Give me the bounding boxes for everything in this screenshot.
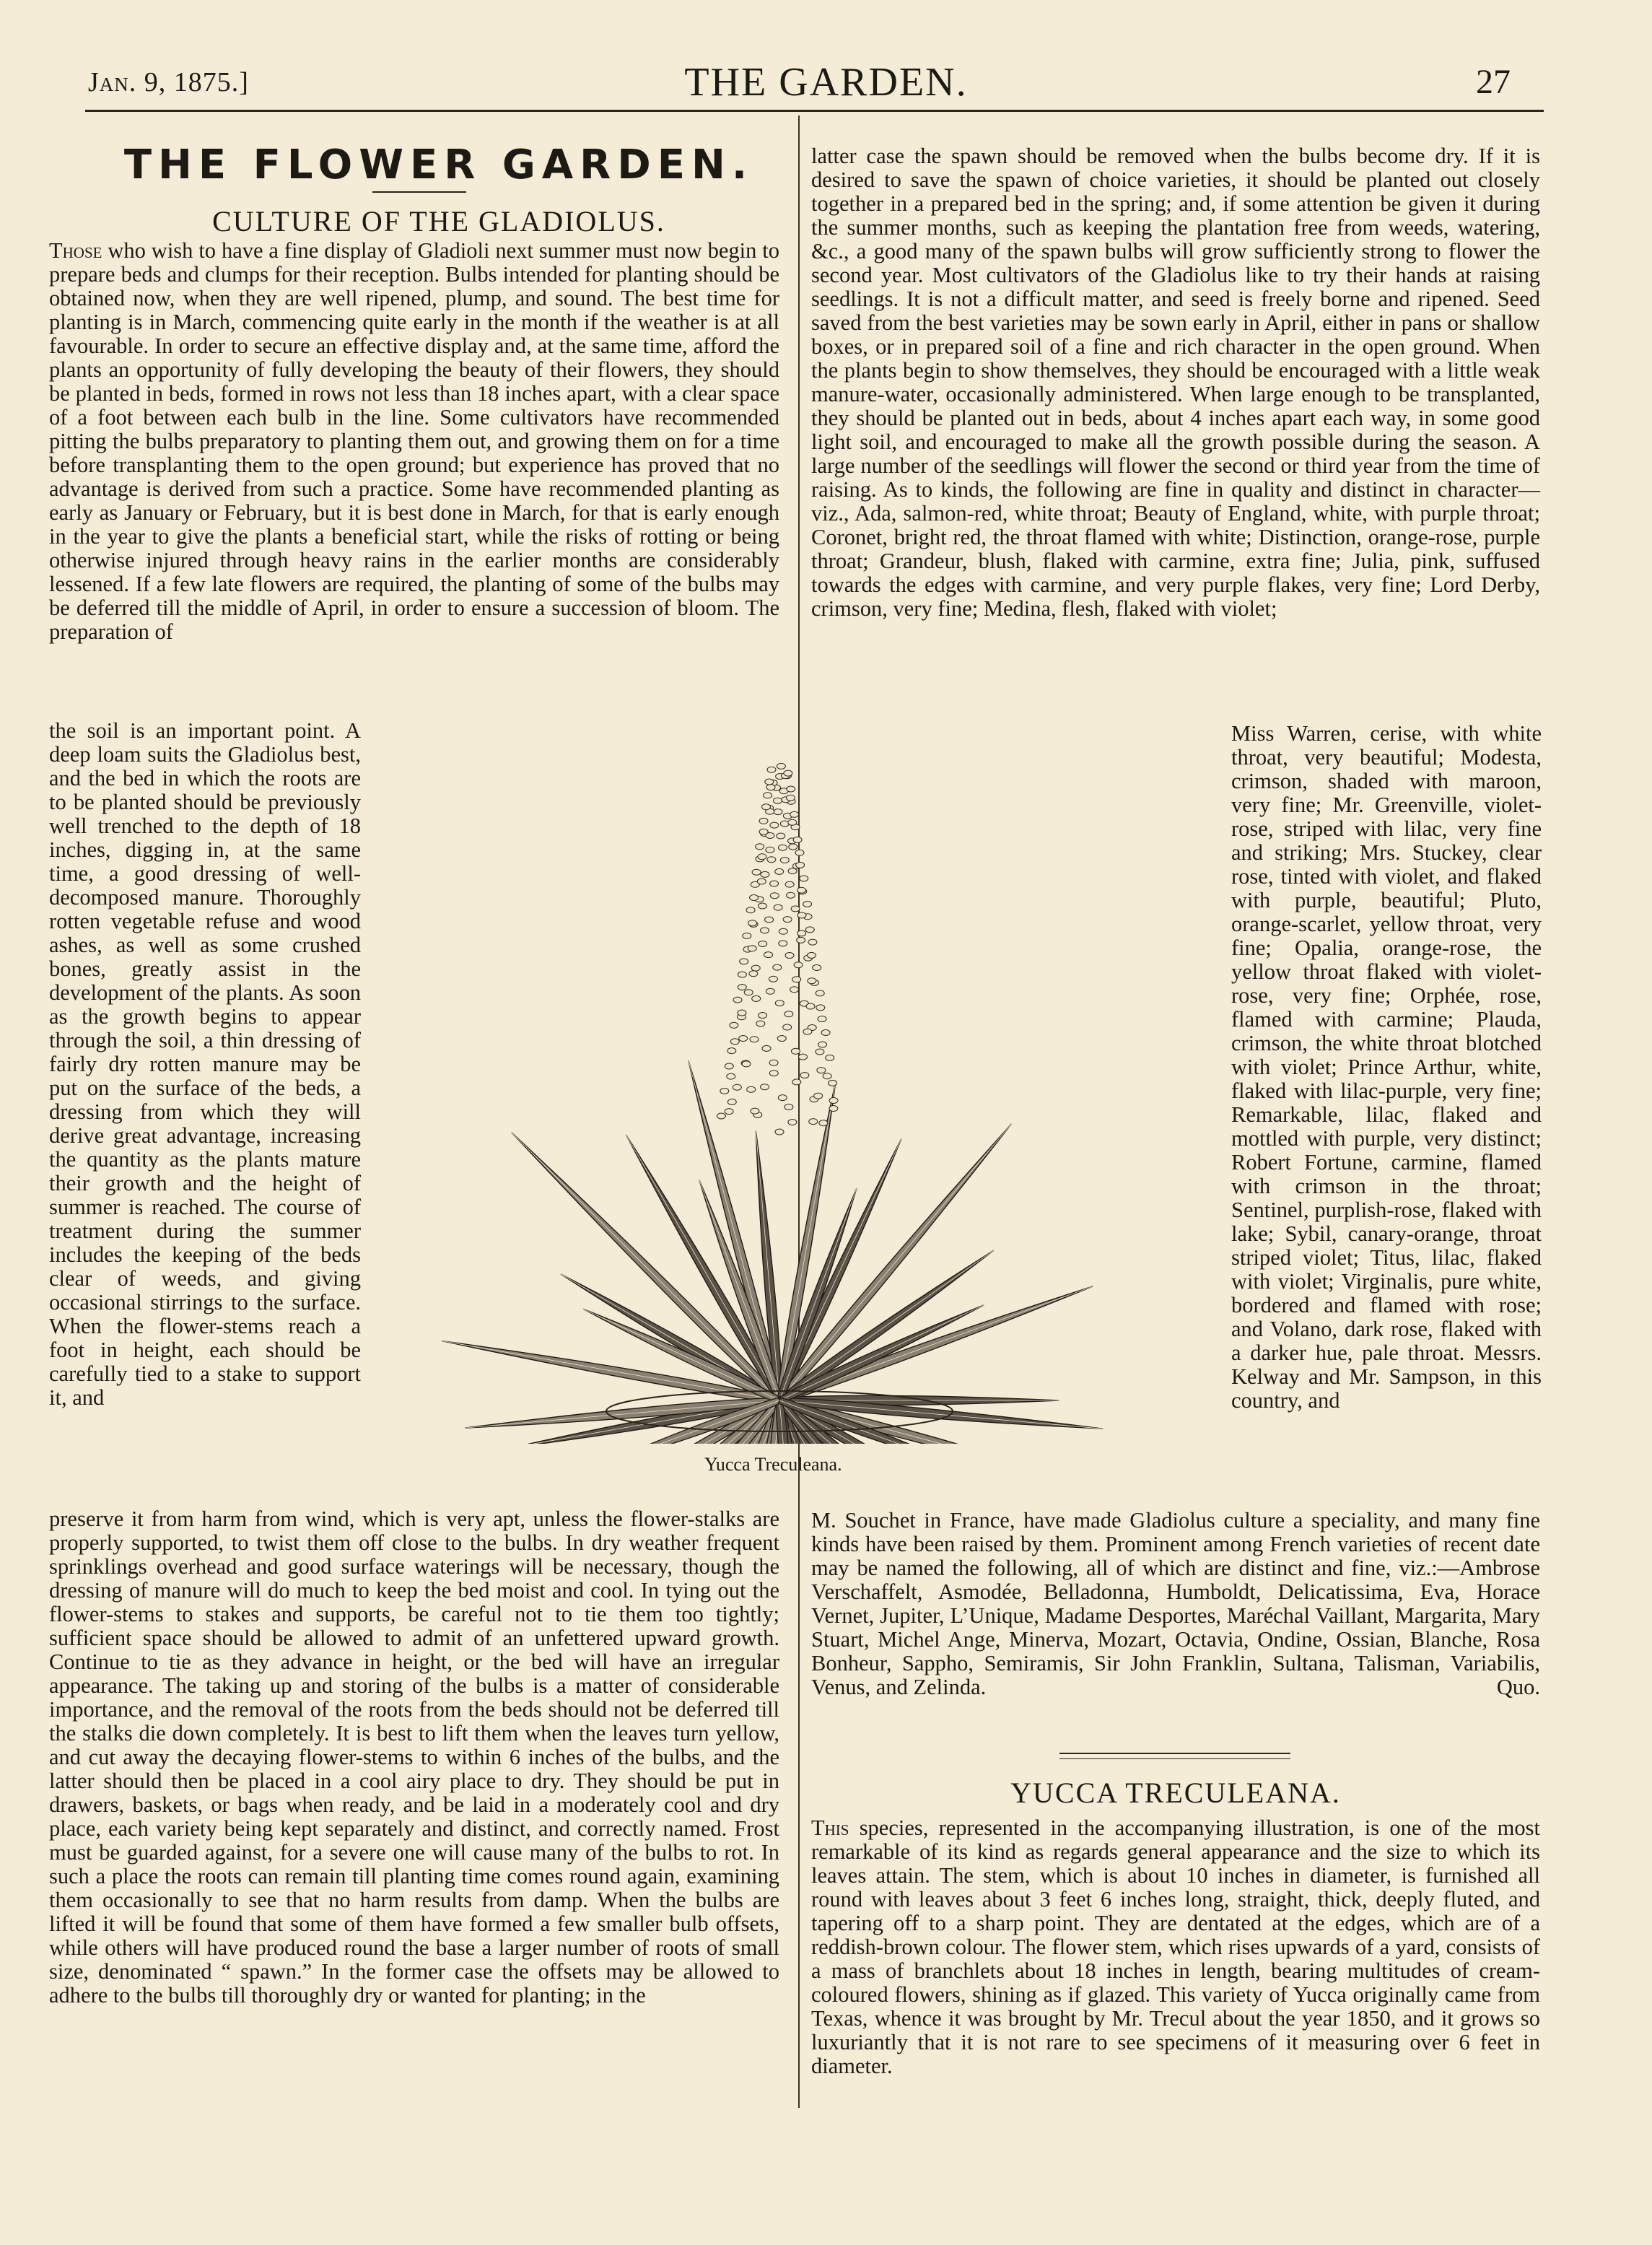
yucca-flower	[758, 903, 766, 909]
yucca-flower	[777, 1036, 786, 1042]
yucca-flower	[765, 917, 774, 923]
yucca-flower	[740, 959, 748, 964]
yucca-leaves	[442, 1060, 1103, 1444]
yucca-flower	[764, 793, 772, 798]
yucca-flower	[727, 1099, 736, 1105]
author-signature: Quo.	[1496, 1675, 1540, 1699]
yucca-flower	[769, 1060, 778, 1065]
article-separator-thin	[1059, 1758, 1290, 1759]
issue-date: Jan. 9, 1875.]	[88, 67, 249, 97]
yucca-flower	[761, 1084, 769, 1090]
yucca-flower	[819, 1120, 828, 1126]
yucca-flower	[759, 941, 767, 947]
header-rule	[85, 110, 1544, 112]
yucca-flower	[742, 1061, 751, 1067]
paragraph-text: the soil is an important point. A deep loam suits the Gladiolus best, and the bed in which the roots are to be planted should be previously well trenched to the depth of 18 inches, digging in, at the same time, a good dressing of well-decomposed manure. Thoroughly rotten vegetable refuse and wood ashes, as well as some crushed bones, greatly assist in the development of the plants. As soon as the growth begins to appear through the soil, a thin dressing of fairly dry rotten manure may be put on the surface of the beds, a dressing from which they will derive great advantage, increasing the quantity as the plants mature their growth and the height of summer is reached. The course of treatment during the summer includes the keeping of the beds clear of weeds, and giving occasional stirrings to the surface. When the flower-stems reach a foot in height, each should be carefully tied to a stake to support it, and	[49, 718, 361, 1410]
yucca-flower	[797, 937, 805, 943]
yucca-flower	[791, 1048, 800, 1054]
article2-paragraph-1	[811, 1816, 1540, 2105]
yucca-flower	[788, 819, 797, 825]
yucca-leaf-midrib	[779, 1081, 836, 1400]
yucca-flower	[829, 1106, 838, 1112]
yucca-flower	[761, 871, 769, 877]
yucca-flower	[816, 1049, 824, 1055]
yucca-flower	[752, 869, 761, 875]
yucca-flower	[762, 804, 771, 810]
yucca-flower	[787, 786, 795, 792]
yucca-flower	[799, 1054, 808, 1060]
yucca-flower	[774, 904, 782, 910]
yucca-flower	[773, 964, 782, 970]
yucca-flower	[800, 876, 808, 881]
yucca-flower	[725, 1063, 733, 1069]
article-separator	[1059, 1753, 1290, 1754]
title-divider	[372, 191, 466, 193]
article1-paragraph-4	[811, 144, 1540, 719]
section-title: THE FLOWER GARDEN.	[123, 141, 754, 188]
paragraph-text: who wish to have a fine display of Gladioli next summer must now begin to prepare beds and clumps for their reception. Bulbs intended for planting should be obtained now, when they are well ripened, plump, and sound. The best time for planting is in March, commencing quite early in the month if the weather is at all favourable. In order to secure an effective display and, at the same time, afford the plants an opportunity of fully developing the beauty of their flowers, they should be planted in beds, formed in rows not less than 18 inches apart, with a clear space of a foot between each bulb in the line. Some cultivators have recommended pitting the bulbs preparatory to planting them out, and growing them on for a time before transplanting them to the open ground; but experience has proved that no advantage is derived from such a practice. Some have recommended planting as early as January or February, but it is best done in March, for that is early enough in the year to give the plants a beneficial start, while the risks of rotting or being otherwise injured through heavy rains in the earlier months are considerably lessened. If a few late flowers are required, the planting of some of the bulbs may be deferred till the middle of April, in order to ensure a succession of bloom. The preparation of	[49, 238, 779, 644]
yucca-flower	[803, 1029, 812, 1034]
yucca-flower	[779, 941, 787, 946]
yucca-flower	[818, 1042, 827, 1047]
yucca-flower	[750, 1037, 759, 1042]
paragraph-text: preserve it from harm from wind, which is very apt, unless the flower-stalks are properly supported, to twist them off close to the bulbs. In dry weather frequent sprinklings overhead and good surface waterings will be necessary, though the dressing of manure will do much to keep the bed moist and cool. In tying out the flower-stems to stakes and supports, be careful not to tie them too tightly; sufficient space should be allowed to admit of an unfettered upward growth. Continue to tie as they advance in height, or the bed will have an irregular appearance. The taking up and storing of the bulbs is a matter of considerable importance, and the removal of the roots from the beds should not be deferred till the stalks die down completely. It is best to lift them when the leaves turn yellow, and cut away the decaying flower-stems to within 6 inches of the bulbs, and the latter should then be placed in a cool airy place to dry. They should be put in drawers, baskets, or bags when ready, and be laid in a moderately cool and dry place, each variety being kept separately and distinct, and correctly named. Frost must be guarded against, for a severe one will cause many of the bulbs to rot. In such a place the roots can remain till planting time comes round again, examining them occasionally to see that no harm results from damp. When the bulbs are lifted it will be found that some of them have formed a few smaller bulb offsets, while others will have produced round the base a larger number of roots of small size, denominated “ spawn.” In the former case the offsets may be allowed to adhere to the bulbs till thoroughly dry or wanted for planting; in the	[49, 1507, 779, 2008]
yucca-flower	[766, 847, 774, 853]
yucca-flower	[770, 822, 779, 828]
yucca-flower	[785, 881, 794, 887]
yucca-flower	[761, 928, 769, 933]
yucca-flower	[743, 933, 751, 938]
yucca-flower	[751, 965, 760, 971]
yucca-flower	[749, 971, 758, 977]
yucca-flower	[774, 809, 782, 815]
yucca-flower	[738, 985, 746, 990]
paragraph-text: latter case the spawn should be removed when the bulbs become dry. If it is desired to save the spawn of choice varieties, it should be planted out closely together in a prepared bed in the spring; and, if some attention be given it during the summer months, such as keeping the plantation free from weeds, watering, &c., a good many of the spawn bulbs will grow sufficiently strong to flower the second year. Most cultivators of the Gladiolus like to try their hands at raising seedlings. It is not a difficult matter, and seed is freely borne and ripened. Seed saved from the best varieties may be sown early in April, either in pans or shallow boxes, or in prepared soil of a fine and rich character in the open ground. When the plants begin to show themselves, they should be encouraged with a little weak manure-water, occasionally administered. When large enough to be transplanted, they should be planted out in beds, about 4 inches apart each way, in some good light soil, and encouraged to make all the growth possible during the season. A large number of the seedlings will flower the second or third year from the time of raising. As to kinds, the following are fine in quality and distinct in character—viz., Ada, salmon-red, white throat; Beauty of England, white, with purple throat; Coronet, bright red, the throat flamed with white; Distinction, orange-rose, purple throat; Grandeur, blush, flaked with carmine, extra fine; Julia, pink, suffused towards the edges with carmine, and very purple flakes, very fine; Lord Derby, crimson, very fine; Medina, flesh, flaked with violet;	[811, 144, 1540, 621]
yucca-flower	[756, 1021, 765, 1026]
yucca-flower	[748, 946, 756, 951]
yucca-flower	[793, 837, 802, 842]
yucca-flower	[730, 1022, 738, 1028]
yucca-flower	[788, 868, 797, 874]
yucca-flower	[813, 965, 821, 971]
yucca-flower	[785, 1104, 793, 1110]
yucca-flower	[766, 988, 774, 994]
yucca-flower	[775, 868, 784, 874]
yucca-flower	[792, 977, 801, 982]
yucca-flower	[786, 795, 795, 801]
yucca-flower	[816, 1005, 825, 1011]
yucca-flower	[738, 1010, 746, 1016]
article1-paragraph-3	[49, 1507, 779, 2106]
yucca-flower	[808, 952, 816, 958]
yucca-flower	[821, 1030, 830, 1036]
yucca-flower	[784, 770, 792, 776]
yucca-flower	[720, 1088, 729, 1094]
yucca-flower	[752, 995, 761, 1001]
yucca-flower	[764, 952, 773, 958]
yucca-flower	[829, 1080, 837, 1086]
paragraph-text: species, represented in the accompanying illustration, is one of the most remarkable of its kind as regards general appearance and the size to which its leaves attain. The stem, which is about 10 inches in diameter, is furnished all round with leaves about 3 feet 6 inches long, straight, thick, deeply fluted, and tapering off to a sharp point. They are dentated at the edges, which are of a reddish-brown colour. The flower stem, which rises upwards of a yard, consists of a mass of branchlets about 18 inches in length, bearing multitudes of cream-coloured flowers, shining as if glazed. This variety of Yucca originally came from Texas, whence it was brought by Mr. Trecul about the year 1850, and it grows so luxuriantly that it is not rare to see specimens of it measuring over 6 feet in diameter.	[811, 1815, 1540, 2078]
page-number: 27	[1476, 63, 1511, 101]
yucca-flower	[751, 1108, 759, 1114]
yucca-flower	[794, 962, 803, 968]
yucca-flower	[758, 854, 766, 860]
yucca-flower	[796, 862, 805, 868]
article-title-gladiolus: CULTURE OF THE GLADIOLUS.	[212, 205, 665, 237]
article1-paragraph-1	[49, 239, 779, 715]
yucca-flower	[783, 1024, 792, 1030]
yucca-flower	[787, 892, 795, 898]
yucca-flower	[790, 811, 799, 817]
yucca-flower	[779, 928, 787, 934]
yucca-flower	[789, 844, 797, 850]
yucca-flower	[733, 1084, 741, 1090]
yucca-flower	[790, 987, 799, 993]
yucca-flower	[765, 779, 774, 785]
article1-paragraph-2	[49, 719, 361, 1507]
yucca-flower	[788, 1120, 797, 1125]
yucca-flower	[750, 895, 759, 901]
yucca-flower	[727, 1073, 735, 1079]
yucca-flower	[770, 881, 779, 886]
yucca-flower	[778, 845, 787, 850]
yucca-flower	[777, 833, 785, 839]
paragraph-text: Miss Warren, cerise, with white throat, very beautiful; Modesta, crimson, shaded with maroon, very fine; Mr. Greenville, violet-rose, striped with lilac, very fine and striking; Mrs. Stuckey, clear rose, tinted with violet, and flaked with purple, beautiful; Pluto, orange-scarlet, yellow throat, very fine; Opalia, orange-rose, the yellow throat flaked with violet-rose, very fine; Orphée, rose, flamed with carmine; Plauda, crimson, the white throat blotched with violet; Prince Arthur, white, flaked with lilac-purple, very fine; Remarkable, lilac, flaked and mottled with purple, very distinct; Robert Fortune, carmine, flamed with crimson in the throat; Sentinel, purplish-rose, flaked with lake; Sybil, canary-orange, throat striped violet; Titus, lilac, flaked with violet; Virginalis, pure white, bordered and flamed with rose; and Volano, dark rose, flaked with a darker hue, pale throat. Messrs. Kelway and Mr. Sampson, in this country, and	[1231, 721, 1542, 1413]
yucca-flower	[805, 927, 814, 933]
yucca-flower	[806, 1003, 815, 1009]
yucca-flower	[762, 1045, 771, 1051]
yucca-flower	[816, 990, 824, 996]
yucca-flower	[785, 1011, 793, 1017]
yucca-flower	[817, 1068, 826, 1073]
yucca-flower	[791, 906, 800, 912]
yucca-flower	[733, 997, 742, 1003]
yucca-flower	[759, 818, 768, 824]
yucca-flower	[769, 976, 778, 982]
yucca-flower	[727, 1048, 736, 1054]
lead-word: Those	[49, 238, 102, 263]
yucca-flower	[767, 767, 776, 772]
yucca-flower	[757, 879, 766, 884]
yucca-flower	[747, 1086, 756, 1092]
yucca-flower	[797, 912, 806, 918]
yucca-flower	[748, 920, 757, 926]
yucca-flower	[780, 858, 789, 863]
yucca-flower	[775, 1129, 784, 1135]
yucca-flower	[759, 1013, 767, 1019]
yucca-flower	[797, 930, 806, 936]
article1-paragraph-6	[811, 1509, 1540, 1725]
yucca-flower	[778, 1095, 787, 1101]
publication-title: THE GARDEN.	[684, 60, 968, 105]
yucca-flower	[808, 939, 817, 945]
yucca-flower	[818, 1016, 826, 1022]
yucca-flower	[809, 1119, 818, 1125]
yucca-flower	[767, 857, 776, 863]
yucca-flower	[777, 763, 785, 769]
yucca-flower	[775, 1001, 784, 1006]
yucca-flower	[746, 907, 755, 913]
yucca-flower	[783, 917, 792, 923]
yucca-flower	[797, 887, 806, 893]
yucca-flower	[738, 972, 746, 977]
lead-word: This	[811, 1815, 849, 1840]
yucca-flower	[814, 1093, 823, 1099]
yucca-flower	[829, 1098, 838, 1104]
yucca-flower	[756, 844, 764, 850]
yucca-flower	[785, 953, 794, 959]
yucca-flower	[795, 850, 804, 855]
yucca-flower	[826, 1055, 834, 1060]
yucca-illustration	[368, 751, 1191, 1444]
article-title-yucca: YUCCA TRECULEANA.	[1010, 1777, 1341, 1809]
yucca-flower	[803, 901, 812, 907]
yucca-flower	[730, 1039, 739, 1045]
yucca-flower	[744, 990, 753, 995]
yucca-flower	[759, 829, 768, 834]
yucca-flower	[800, 1073, 809, 1078]
yucca-flower	[739, 1036, 748, 1042]
yucca-flower	[725, 1109, 733, 1115]
figure-caption: Yucca Treculeana.	[704, 1454, 842, 1475]
yucca-flower	[774, 798, 782, 803]
yucca-flower	[766, 785, 775, 790]
paragraph-text: M. Souchet in France, have made Gladiolus culture a speciality, and many fine kinds have been raised by them. Prominent among French varieties of recent date may be named the following, all of which are distinct and fine, viz.:—Ambrose Verschaffelt, Asmodée, Belladonna, Humboldt, Delicatissima, Eva, Horace Vernet, Jupiter, L’Unique, Madame Desportes, Maréchal Vaillant, Margarita, Mary Stuart, Michel Ange, Minerva, Mozart, Octavia, Ondine, Ossian, Blanche, Rosa Bonheur, Sappho, Semiramis, Sir John Franklin, Sultana, Talisman, Variabilis, Venus, and Zelinda.	[811, 1508, 1540, 1699]
flower-spike	[717, 763, 838, 1135]
yucca-flower	[769, 1071, 778, 1076]
yucca-flower	[808, 978, 816, 984]
yucca-flower	[823, 1073, 831, 1079]
yucca-flower	[792, 1079, 801, 1085]
article1-paragraph-5	[1231, 722, 1542, 1510]
yucca-flower	[770, 893, 779, 899]
yucca-flower	[717, 1113, 725, 1119]
